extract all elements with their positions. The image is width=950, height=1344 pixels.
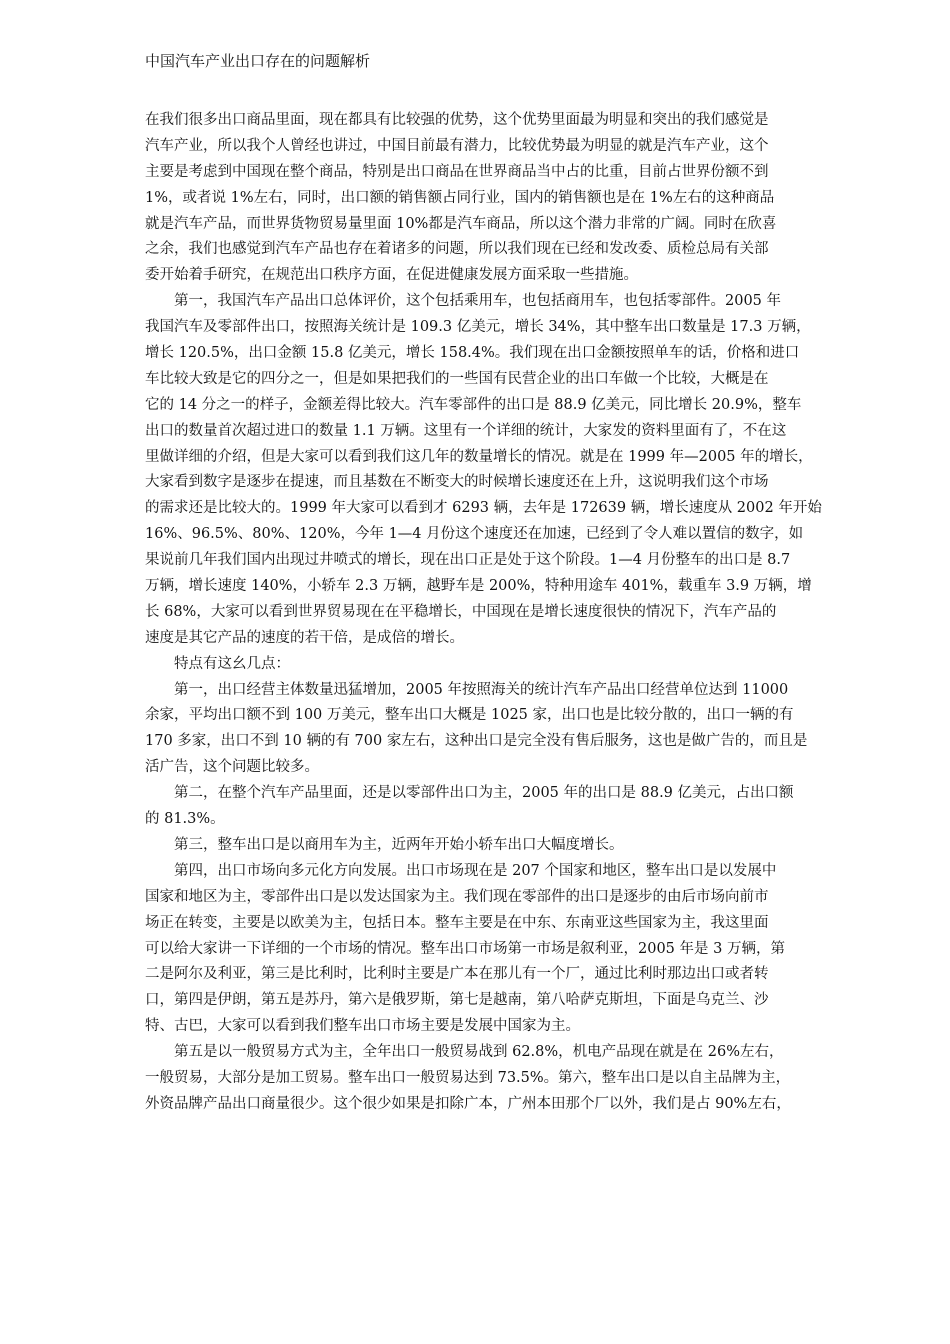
text-line: 速度是其它产品的速度的若干倍，是成倍的增长。 (145, 629, 464, 646)
text-line: 万辆，增长速度 140%，小轿车 2.3 万辆，越野车是 200%，特种用途车 401%，载重车 3.9 万辆，增 (145, 578, 812, 595)
text-line: 活广告，这个问题比较多。 (145, 759, 319, 776)
document-title: 中国汽车产业出口存在的问题解析 (145, 52, 371, 70)
text-line: 的需求还是比较大的。1999 年大家可以看到才 6293 辆，去年是 172639 辆，增长速度从 2002 年开始 (145, 500, 822, 517)
document-body (145, 108, 885, 1118)
text-line: 第五是以一般贸易方式为主，全年出口一般贸易战到 62.8%，机电产品现在就是在 26%左右， (145, 1044, 784, 1061)
text-line: 它的 14 分之一的样子，金额差得比较大。汽车零部件的出口是 88.9 亿美元，同比增长 20.9%，整车 (145, 396, 802, 413)
text-line: 我国汽车及零部件出口，按照海关统计是 109.3 亿美元，增长 34%，其中整车出口数量是 17.3 万辆， (145, 319, 811, 336)
text-line: 在我们很多出口商品里面，现在都具有比较强的优势，这个优势里面最为明显和突出的我们感觉是 (145, 112, 769, 128)
text-line: 第二，在整个汽车产品里面，还是以零部件出口为主，2005 年的出口是 88.9 亿美元，占出口额 (145, 785, 794, 802)
text-line: 场正在转变，主要是以欧美为主，包括日本。整车主要是在中东、东南亚这些国家为主，我这里面 (145, 914, 769, 931)
text-line: 可以给大家讲一下详细的一个市场的情况。整车出口市场第一市场是叙利亚，2005 年是 3 万辆，第 (145, 940, 785, 957)
text-line: 一般贸易，大部分是加工贸易。整车出口一般贸易达到 73.5%。第六，整车出口是以自主品牌为主， (145, 1069, 791, 1086)
text-line: 170 多家，出口不到 10 辆的有 700 家左右，这种出口是完全没有售后服务，这也是做广告的，而且是 (145, 733, 808, 750)
text-line: 就是汽车产品，而世界货物贸易量里面 10%都是汽车商品，所以这个潜力非常的广阔。同时在欣喜 (145, 215, 777, 232)
text-line: 第四，出口市场向多元化方向发展。出口市场现在是 207 个国家和地区，整车出口是以发展中 (145, 862, 777, 879)
text-line: 长 68%，大家可以看到世界贸易现在在平稳增长，中国现在是增长速度很快的情况下，汽车产品的 (145, 603, 777, 620)
text-line: 果说前几年我们国内出现过井喷式的增长，现在出口正是处于这个阶段。1—4 月份整车的出口是 8.7 (145, 552, 791, 569)
text-line: 国家和地区为主，零部件出口是以发达国家为主。我们现在零部件的出口是逐步的由后市场向前市 (145, 888, 769, 905)
text-line: 第一，我国汽车产品出口总体评价，这个包括乘用车，也包括商用车，也包括零部件。2005 年 (145, 293, 782, 310)
text-line: 主要是考虑到中国现在整个商品，特别是出口商品在世界商品当中占的比重，目前占世界份额不到 (145, 163, 769, 180)
text-line: 的 81.3%。 (145, 811, 225, 828)
text-line: 出口的数量首次超过进口的数量 1.1 万辆。这里有一个详细的统计，大家发的资料里面有了，不在这 (145, 422, 787, 439)
text-line: 增长 120.5%，出口金额 15.8 亿美元，增长 158.4%。我们现在出口金额按照单车的话，价格和进口 (145, 345, 800, 362)
text-line: 口，第四是伊朗，第五是苏丹，第六是俄罗斯，第七是越南，第八哈萨克斯坦，下面是乌克兰、沙 (145, 992, 769, 1009)
text-line: 外资品牌产品出口商量很少。这个很少如果是扣除广本，广州本田那个厂以外，我们是占 90%左右， (145, 1095, 791, 1112)
text-line: 委开始着手研究，在规范出口秩序方面，在促进健康发展方面采取一些措施。 (145, 267, 638, 284)
text-line: 车比较大致是它的四分之一，但是如果把我们的一些国有民营企业的出口车做一个比较，大概是在 (145, 370, 769, 387)
text-line: 16%、96.5%、80%、120%，今年 1—4 月份这个速度还在加速，已经到了令人难以置信的数字，如 (145, 526, 804, 543)
text-line: 1%，或者说 1%左右，同时，出口额的销售额占同行业，国内的销售额也是在 1%左右的这种商品 (145, 189, 775, 206)
text-line: 之余，我们也感觉到汽车产品也存在着诸多的问题，所以我们现在已经和发改委、质检总局有关部 (145, 241, 769, 258)
text-line: 第三，整车出口是以商用车为主，近两年开始小轿车出口大幅度增长。 (145, 836, 624, 853)
text-line: 特、古巴，大家可以看到我们整车出口市场主要是发展中国家为主。 (145, 1018, 580, 1035)
text-line: 汽车产业，所以我个人曾经也讲过，中国目前最有潜力，比较优势最为明显的就是汽车产业，这个 (145, 137, 769, 154)
text-line: 第一，出口经营主体数量迅猛增加，2005 年按照海关的统计汽车产品出口经营单位达到 11000 (145, 681, 789, 698)
text-line: 大家看到数字是逐步在提速，而且基数在不断变大的时候增长速度还在上升，这说明我们这个市场 (145, 474, 769, 491)
text-line: 余家，平均出口额不到 100 万美元，整车出口大概是 1025 家，出口也是比较分散的，出口一辆的有 (145, 707, 794, 724)
text-line: 特点有这幺几点： (145, 655, 290, 672)
text-line: 里做详细的介绍，但是大家可以看到我们这几年的数量增长的情况。就是在 1999 年—2005 年的增长， (145, 448, 813, 465)
text-line: 二是阿尔及利亚，第三是比利时，比利时主要是广本在那儿有一个厂，通过比利时那边出口或者转 (145, 966, 769, 983)
